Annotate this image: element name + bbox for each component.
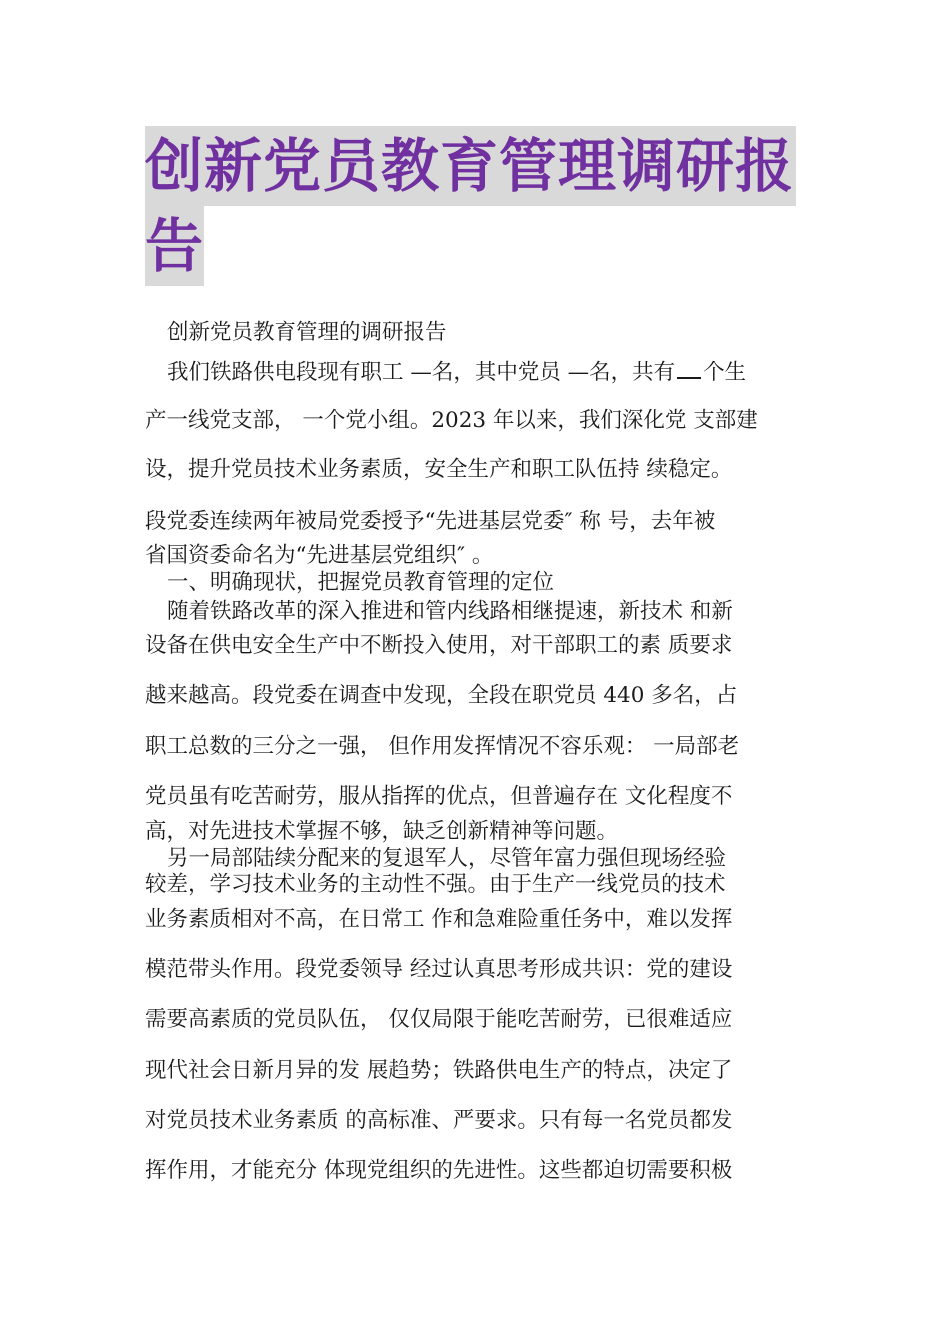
document-title-line-2: 告 — [145, 206, 204, 286]
paragraph-3-line-8: 挥作用，才能充分 体现党组织的先进性。这些都迫切需要积极 — [145, 1158, 733, 1183]
blank-underline — [677, 359, 701, 379]
paragraph-3-line-6: 现代社会日新月异的发 展趋势；铁路供电生产的特点，决定了 — [145, 1058, 733, 1083]
paragraph-3-line-7: 对党员技术业务素质 的高标准、严要求。只有每一名党员都发 — [145, 1108, 733, 1133]
paragraph-3-line-1: 另一局部陆续分配来的复退军人，尽管年富力强但现场经验 — [167, 846, 727, 871]
document-subtitle: 创新党员教育管理的调研报告 — [167, 320, 447, 345]
paragraph-3-line-5: 需要高素质的党员队伍， 仅仅局限于能吃苦耐劳，已很难适应 — [145, 1007, 733, 1032]
paragraph-1-line-1-text: 我们铁路供电段现有职工 —名，其中党员 —名，共有 — [167, 360, 676, 385]
document-title-line-1: 创新党员教育管理调研报 — [145, 126, 796, 206]
paragraph-1-line-2: 产一线党支部， 一个党小组。2023 年以来，我们深化党 支部建 — [145, 408, 758, 433]
paragraph-2-line-5: 党员虽有吃苦耐劳，服从指挥的优点，但普遍存在 文化程度不 — [145, 784, 733, 809]
paragraph-2-line-1: 随着铁路改革的深入推进和管内线路相继提速，新技术 和新 — [167, 599, 733, 624]
paragraph-3-line-3: 业务素质相对不高，在日常工 作和急难险重任务中，难以发挥 — [145, 907, 733, 932]
paragraph-2-line-2: 设备在供电安全生产中不断投入使用，对干部职工的素 质要求 — [145, 633, 733, 658]
paragraph-1-line-1 — [167, 358, 746, 388]
paragraph-2-line-6: 高，对先进技术掌握不够，缺乏创新精神等问题。 — [145, 819, 619, 844]
paragraph-1-line-3: 设，提升党员技术业务素质，安全生产和职工队伍持 续稳定。 — [145, 457, 733, 482]
section-1-heading: 一、明确现状，把握党员教育管理的定位 — [167, 570, 555, 595]
paragraph-1-line-5: 省国资委命名为“先进基层党组织″ 。 — [145, 543, 494, 568]
paragraph-1-line-1-end: 个生 — [703, 360, 747, 385]
paragraph-1-line-4: 段党委连续两年被局党委授予“先进基层党委″ 称 号，去年被 — [145, 509, 716, 534]
paragraph-3-line-2: 较差，学习技术业务的主动性不强。由于生产一线党员的技术 — [145, 872, 726, 897]
paragraph-2-line-4: 职工总数的三分之一强， 但作用发挥情况不容乐观： 一局部老 — [145, 734, 740, 759]
paragraph-2-line-3: 越来越高。段党委在调查中发现，全段在职党员 440 多名，占 — [145, 683, 738, 708]
paragraph-3-line-4: 模范带头作用。段党委领导 经过认真思考形成共识：党的建设 — [145, 957, 733, 982]
